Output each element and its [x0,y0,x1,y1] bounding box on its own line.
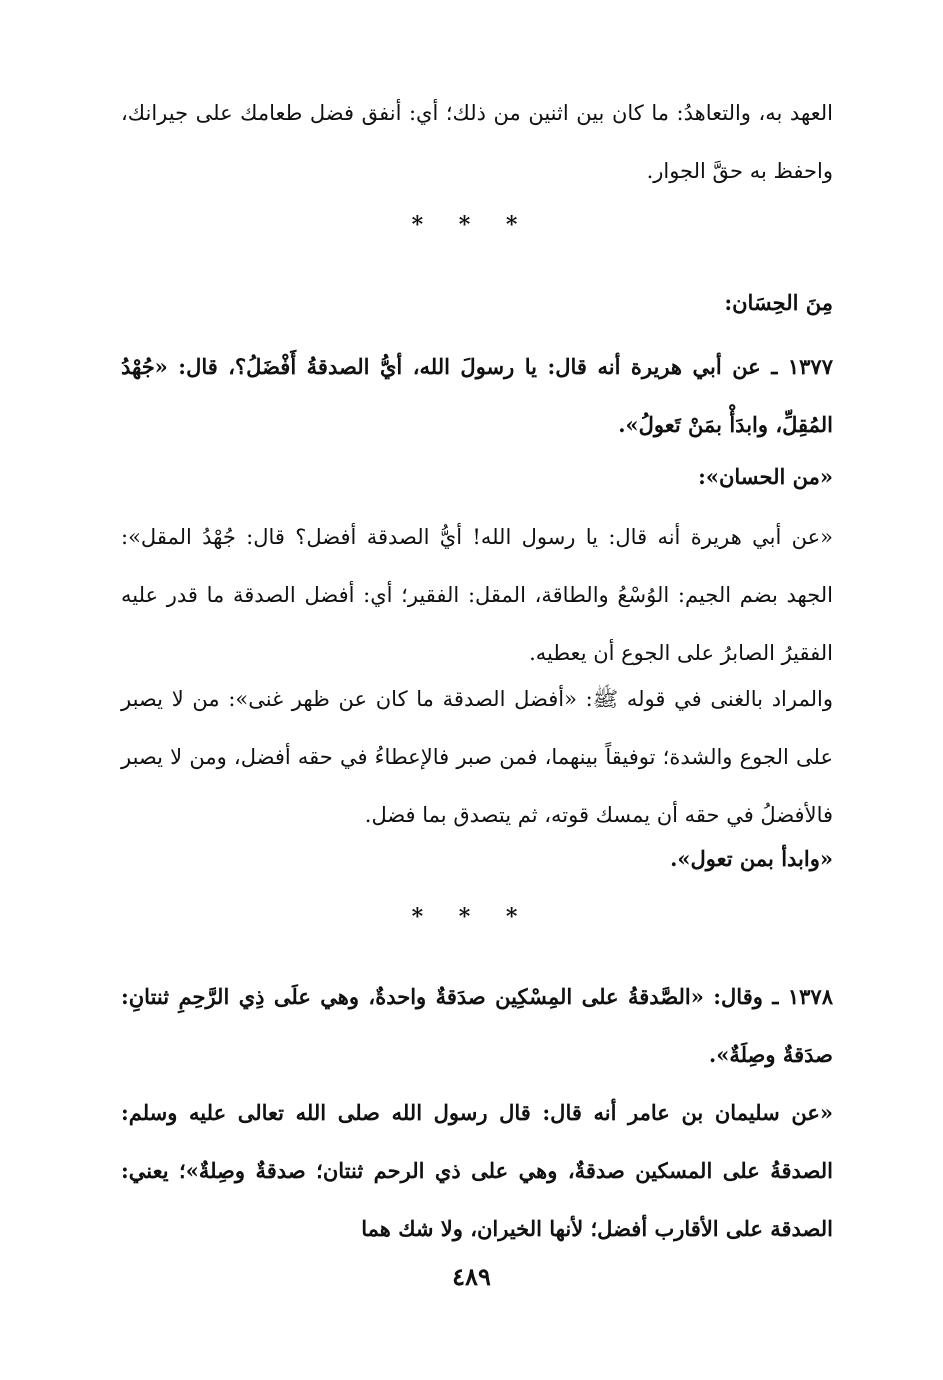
commentary-paragraph-1: «عن أبي هريرة أنه قال: يا رسول الله! أيُّ الصدقة أفضل؟ قال: جُهْدُ المقل»: الجهد بضم الجيم: الوُسْعُ والطاقة، المقل: الفقير؛ أي: أفضل الصدقة ما قدر عليه الفقيرُ الصابرُ على الجوع أن يعطيه. [121,525,833,665]
section-heading: مِنَ الحِسَان: [724,290,833,315]
commentary-paragraph-3: «عن سليمان بن عامر أنه قال: قال رسول الله صلى الله تعالى عليه وسلم: الصدقةُ على المسكين صدقةٌ، وهي على ذي الرحم ثنتان؛ صدقةٌ وصِلةٌ»؛ يعني: الصدقة على الأقارب أفضل؛ لأنها الخيران، ولا شك هما [121,1100,833,1241]
section-separator: * * * [411,212,532,238]
commentary-quote: «وابدأ بمن تعول». [670,846,833,871]
commentary-paragraph-2: والمراد بالغنى في قوله ﷺ: «أفضل الصدقة ما كان عن ظهر غنى»: من لا يصبر على الجوع والشدة؛ توفيقاً بينهما، فمن صبر فالإعطاءُ في حقه أفضل، ومن لا يصبر فالأفضلُ في حقه أن يمسك قوته، ثم يتصدق بما فضل. [121,687,833,827]
paragraph-commentary-end: العهد به، والتعاهدُ: ما كان بين اثنين من ذلك؛ أي: أنفق فضل طعامك على جيرانك، واحفظ به حقَّ الجوار. [121,101,833,183]
hadith-1377: ١٣٧٧ ـ عن أبي هريرة أنه قال: يا رسولَ الله، أيُّ الصدقةُ أَفْضَلُ؟، قال: «جُهْدُ المُقِلِّ، وابدَأْ بمَنْ تَعولُ». [121,354,833,437]
commentary-heading: «من الحسان»: [698,464,833,489]
section-separator: * * * [411,904,532,930]
hadith-1378: ١٣٧٨ ـ وقال: «الصَّدقةُ على المِسْكِين صدَقةٌ واحدةٌ، وهي علَى ذِي الرَّحِمِ ثنتانِ: صدَقةٌ وصِلَةٌ». [121,984,833,1067]
page-number: ٤٨٩ [452,1262,491,1291]
